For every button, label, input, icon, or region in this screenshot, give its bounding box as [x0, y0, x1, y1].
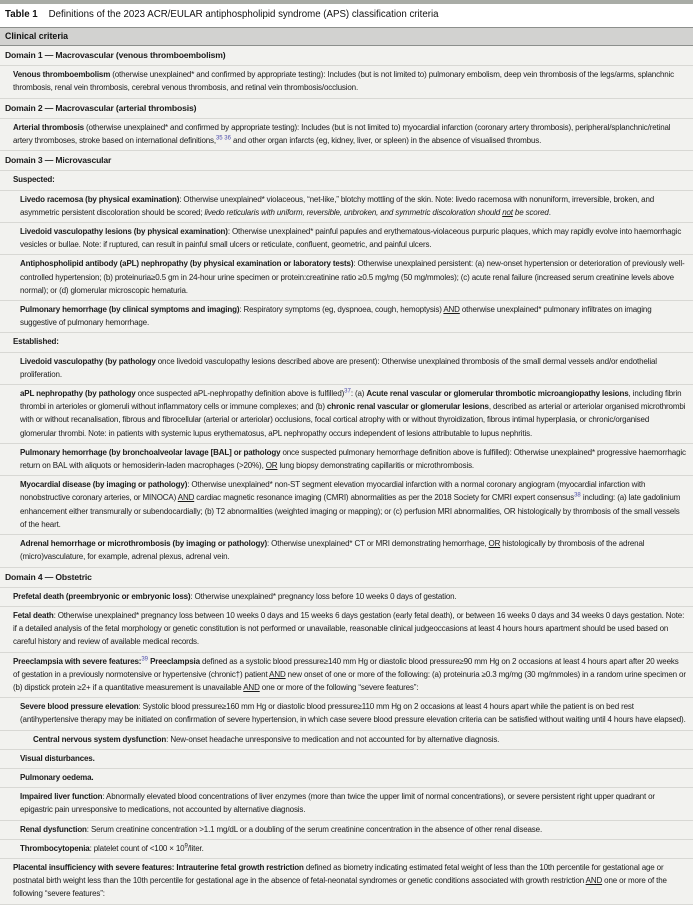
table-row [0, 444, 693, 476]
text-segment: Domain 3 — Microvascular [5, 155, 112, 166]
table-row [0, 385, 693, 444]
text-segment: (otherwise unexplained* and confirmed by appropriate testing): Includes (but is not limited to) myocardial infarction (coronary artery thrombosis), peripheral/splanchnic/retinal artery thromboses, stroke based on international definitions, [13, 122, 671, 146]
text-segment: once suspected aPL-nephropathy definition above is fulfilled) [135, 389, 345, 399]
table-row [0, 119, 693, 151]
text-segment: aPL nephropathy (by pathology [20, 389, 136, 399]
text-segment: . [548, 207, 551, 217]
text-segment: : Otherwise unexplained* CT or MRI demonstrating hemorrhage, [267, 539, 489, 549]
text-segment: not [502, 207, 513, 217]
text-segment: Pulmonary oedema. [20, 772, 94, 782]
text-segment: Central nervous system dysfunction [33, 734, 167, 744]
text-segment: Placental insufficiency with severe features: Intrauterine fetal growth restriction [13, 862, 304, 872]
text-segment: Domain 1 — Macrovascular (venous thromboembolism) [5, 50, 226, 60]
text-segment: Suspected: [13, 175, 55, 185]
text-segment: cardiac magnetic resonance imaging (CMRI) abnormalities as per the 2018 Society for CMRI expert consensus [194, 493, 575, 503]
text-segment: , described as arterial or arteriolar organised microthrombi with or without recanalisation, fibrous and fibrocellular (arterial or arteriolar) occlusions, focal cortical atrophy with or without thyroidization, fibrous intimal hyperplasia, or chronic/organised glomerular thrombi. Note: in patients with systemic lupus erythematosus, aPL nephropathy occurs independent of lesions attributable to lupus nephritis. [20, 402, 686, 438]
text-segment: otherwise unexplained* pulmonary infiltrates on imaging suggestive of pulmonary hemorrhage. [20, 305, 652, 328]
text-segment: : Serum creatinine concentration >1.1 mg/dL or a doubling of the serum creatinine concentration in the absence of other renal disease. [86, 824, 543, 834]
text-segment: Arterial thrombosis [13, 122, 84, 132]
text-segment: : Otherwise unexplained* violaceous, “net-like,” blotchy mottling of the skin. Note: livedo racemosa with nonuniform, irreversible, broken, and asymmetric persistent discoloration should be scored; [20, 194, 655, 217]
table-row [0, 333, 693, 352]
text-segment: defined as a systolic blood pressure≥140 mm Hg or diastolic blood pressure≥90 mm Hg on 2 occasions at least 4 hours apart after 20 weeks of gestation in a previously normotensive or hypertensive (chronic†) patient [13, 656, 679, 679]
text-segment: once livedoid vasculopathy lesions described above are present): Otherwise unexplained thrombosis of the small dermal vessels and/or endothelial proliferation. [20, 356, 657, 379]
text-segment: : Abnormally elevated blood concentrations of liver enzymes (more than twice the upper limit of normal concentrations), or severe persistent right upper quadrant or epigastric pain unresponsive to medications, not accounted by alternative diagnosis. [20, 792, 655, 815]
domain-row [0, 151, 693, 171]
text-segment: Livedoid vasculopathy (by pathology [20, 356, 156, 366]
text-segment: histologically by thrombosis of the adrenal (micro)vasculature, for example, adrenal plexus, adrenal vein. [20, 539, 645, 562]
text-segment: Antiphospholipid antibody (aPL) nephropathy (by physical examination or laboratory tests) [20, 259, 354, 269]
text-segment: : Otherwise unexplained* pregnancy loss between 10 weeks 0 days and 15 weeks 6 days gestation (early fetal death), or between 16 weeks 0 days and 34 weeks 0 days gestation. Note: if a detailed analysis of the fetal morphology or genetic constitution is not performed or unavailable, reasonable clinical judgeoccasions at least 4 hours hours apartment should be used based on careful history and review of available medical records. [13, 610, 685, 647]
table-body [0, 46, 693, 905]
text-segment: Domain 4 — Obstetric [5, 571, 92, 582]
table-label: Table 1 [5, 9, 38, 20]
table-row [0, 698, 693, 730]
text-segment: , including fibrin thrombi in arterioles or glomeruli without inflammatory cells or immune complexes; and (b) [20, 389, 682, 412]
text-segment: Pulmonary hemorrhage (by clinical symptoms and imaging) [20, 305, 240, 315]
citation-link[interactable]: 38 [574, 492, 581, 499]
text-segment: AND [269, 669, 286, 679]
citation-link[interactable]: 35 36 [215, 135, 231, 142]
text-segment: Venous thromboembolism [13, 70, 111, 80]
table-row [0, 653, 693, 699]
table-row [0, 255, 693, 301]
table-row [0, 769, 693, 788]
text-segment: Thrombocytopenia [20, 843, 90, 853]
text-segment: AND [243, 682, 260, 692]
table-row [0, 476, 693, 535]
text-segment: and other organ infarcts (eg, kidney, liver, or spleen) in the absence of visualised thrombus. [230, 136, 542, 146]
text-segment: lung biopsy demonstrating capillaritis or microthrombosis. [277, 461, 474, 471]
text-segment: Adrenal hemorrhage or microthrombosis (by imaging or pathology) [20, 539, 268, 549]
text-segment: Myocardial disease (by imaging or pathology) [20, 480, 188, 490]
table-row [0, 171, 693, 190]
text-segment: Preeclampsia with severe features: [13, 656, 142, 666]
text-segment: livedo reticularis with uniform, reversible, unbroken, and symmetric discoloration should [204, 207, 503, 217]
text-segment: (otherwise unexplained* and confirmed by appropriate testing): Includes (but is not limited to) pulmonary embolism, deep vein thrombosis of the legs/arms, splanchnic thrombosis, renal vein thrombosis, cerebral venous thrombosis, and retinal vein thrombosis/occlusion. [13, 70, 675, 93]
domain-row [0, 46, 693, 66]
text-segment: OR [265, 461, 278, 471]
text-segment: Pulmonary hemorrhage (by bronchoalveolar lavage [BAL] or pathology [20, 447, 281, 457]
section-header-clinical-criteria: Clinical criteria [0, 27, 693, 46]
citation-link[interactable]: 37 [344, 388, 351, 395]
text-segment: Livedo racemosa (by physical examination) [20, 194, 180, 204]
text-segment: Livedoid vasculopathy lesions (by physical examination) [20, 227, 228, 237]
text-segment: : Systolic blood pressure≥160 mm Hg or diastolic blood pressure≥110 mm Hg on 2 occasions at least 4 hours apart while the patient is on bed rest (antihypertensive therapy may be initiated on confirmation of severe hypertension, in which case severe blood pressure elevation criteria can be satisfied without waiting until 4 hours have elapsed). [20, 702, 686, 725]
table-row [0, 859, 693, 905]
table-row [0, 840, 693, 859]
text-segment: 9 [184, 843, 188, 850]
text-segment: : New-onset headache unresponsive to medication and not accounted for by alternative diagnosis. [166, 734, 500, 744]
text-segment: Visual disturbances. [20, 753, 95, 763]
table-row [0, 301, 693, 333]
text-segment: be scored [512, 207, 549, 217]
text-segment: Fetal death [13, 610, 54, 620]
domain-row [0, 99, 693, 119]
text-segment: : (a) [350, 389, 367, 399]
text-segment: Renal dysfunction [20, 824, 87, 834]
table-row [0, 731, 693, 750]
text-segment: : Otherwise unexplained persistent: (a) new-onset hypertension or deterioration of previously well-controlled hypertension; (b) proteinuria≥0.5 gm in 24-hour urine specimen or protein:creatinine ratio ≥0.5 mg/mg (50 mg/mmoles); (c) acute renal failure (increased serum creatinine levels above normal); or (d) glomerular microscopic hematuria. [20, 259, 685, 295]
text-segment: Impaired liver function [20, 792, 103, 802]
text-segment: AND [443, 305, 460, 315]
text-segment: : Otherwise unexplained* pregnancy loss before 10 weeks 0 days of gestation. [190, 591, 457, 601]
table-row [0, 588, 693, 607]
text-segment: Prefetal death (preembryonic or embryonic loss) [13, 591, 191, 601]
table-title: Definitions of the 2023 ACR/EULAR antiphospholipid syndrome (APS) classification criteria [48, 9, 439, 20]
table-row [0, 750, 693, 769]
table-caption [0, 4, 693, 27]
text-segment: including: (a) late gadolinium enhancement either transmurally or subendocardially; (b) T2 abnormalities (weighted imaging or mapping); or (c) perfusion MRI abnormalities, OR histologically by thrombosis of the small vessels of the heart. [20, 493, 681, 529]
text-segment: once suspected pulmonary hemorrhage definition above is fulfilled): Otherwise unexplained* progressive haemorrhagic return on BAL with aliquots or hemosiderin-laden macrophages (>20%), [20, 447, 686, 471]
text-segment: defined as biometry indicating estimated fetal weight of less than the 10th percentile for gestational age or postnatal birth weight less than the 10th percentile for gestational age in the absence of fetal-neonatal syndromes or genetic conditions associated with growth restriction [13, 862, 664, 886]
text-segment: OR [488, 539, 501, 549]
table-row [0, 607, 693, 653]
table-row [0, 353, 693, 385]
text-segment: Acute renal vascular or glomerular thrombotic microangiopathy lesions [366, 389, 629, 399]
text-segment: : platelet count of <100 × 10 [89, 843, 185, 853]
text-segment: new onset of one or more of the following: (a) proteinuria ≥0.3 mg/mg (30 mg/mmoles) in a random urine specimen or (b) dipstick protein ≥2+ if a quantitative measurement is unavailable [13, 669, 686, 692]
table-row [0, 788, 693, 820]
text-segment: Severe blood pressure elevation [20, 702, 139, 712]
text-segment: Preeclampsia [150, 656, 200, 666]
domain-row [0, 568, 693, 588]
text-segment: Domain 2 — Macrovascular (arterial thrombosis) [5, 102, 197, 113]
text-segment: /liter. [187, 843, 204, 853]
text-segment: chronic renal vascular or glomerular lesions [326, 402, 489, 412]
table-row [0, 66, 693, 98]
table-row [0, 191, 693, 223]
text-segment: Established: [13, 337, 59, 347]
text-segment: one or more of the following “severe features”: [259, 682, 419, 692]
text-segment: AND [585, 876, 603, 886]
text-segment: : Otherwise unexplained* non-ST segment elevation myocardial infarction with a normal coronary angiogram (myocardial infarction with nonobstructive coronary arteries, or MINOCA) [20, 480, 646, 503]
table-row [0, 223, 693, 255]
text-segment: one or more of the following “severe features”: [13, 876, 667, 899]
text-segment: AND [177, 493, 195, 503]
citation-link[interactable]: 39 [141, 655, 148, 662]
table-row [0, 535, 693, 567]
text-segment: : Respiratory symptoms (eg, dyspnoea, cough, hemoptysis) [239, 305, 444, 315]
text-segment: : Otherwise unexplained* painful papules and erythematous-violaceous purpuric plaques, which may rapidly evolve into haemorrhagic vesicles or bullae. Note: if ruptured, can result in painful small ulcers or reticulate, confluent, geometric, and painful ulcers. [20, 227, 682, 250]
